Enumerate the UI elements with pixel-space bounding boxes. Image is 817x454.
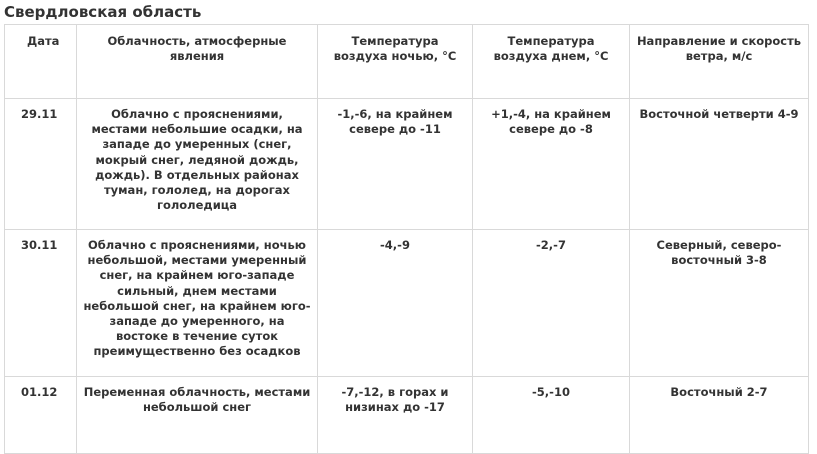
wind-cell: Северный, северо-восточный 3-8 bbox=[630, 230, 809, 377]
header-temp-night: Температура воздуха ночью, °С bbox=[318, 25, 473, 99]
clouds-cell: Облачно с прояснениями, ночью небольшой, местами умеренный снег, на крайнем юго-западе сильный, днем местами небольшой снег, на крайнем юго-западе до умеренного, на востоке в течение суток преимущественно без осадков bbox=[77, 230, 318, 377]
header-clouds: Облачность, атмосферные явления bbox=[77, 25, 318, 99]
temp-night-cell: -7,-12, в горах и низинах до -17 bbox=[318, 377, 473, 454]
temp-day-cell: -2,-7 bbox=[473, 230, 630, 377]
wind-cell: Восточной четверти 4-9 bbox=[630, 99, 809, 230]
table-row bbox=[5, 99, 809, 230]
region-title: Свердловская область bbox=[4, 3, 202, 21]
table-row bbox=[5, 377, 809, 454]
header-row bbox=[5, 25, 809, 99]
date-cell: 29.11 bbox=[5, 99, 77, 230]
table-row bbox=[5, 230, 809, 377]
date-cell: 01.12 bbox=[5, 377, 77, 454]
temp-night-cell: -4,-9 bbox=[318, 230, 473, 377]
clouds-cell: Облачно с прояснениями, местами небольшие осадки, на западе до умеренных (снег, мокрый снег, ледяной дождь, дождь). В отдельных районах туман, гололед, на дорогах гололедица bbox=[77, 99, 318, 230]
temp-day-cell: +1,-4, на крайнем севере до -8 bbox=[473, 99, 630, 230]
header-wind: Направление и скорость ветра, м/с bbox=[630, 25, 809, 99]
wind-cell: Восточный 2-7 bbox=[630, 377, 809, 454]
forecast-table bbox=[4, 24, 809, 454]
temp-night-cell: -1,-6, на крайнем севере до -11 bbox=[318, 99, 473, 230]
temp-day-cell: -5,-10 bbox=[473, 377, 630, 454]
date-cell: 30.11 bbox=[5, 230, 77, 377]
header-temp-day: Температура воздуха днем, °С bbox=[473, 25, 630, 99]
clouds-cell: Переменная облачность, местами небольшой снег bbox=[77, 377, 318, 454]
header-date: Дата bbox=[5, 25, 77, 99]
